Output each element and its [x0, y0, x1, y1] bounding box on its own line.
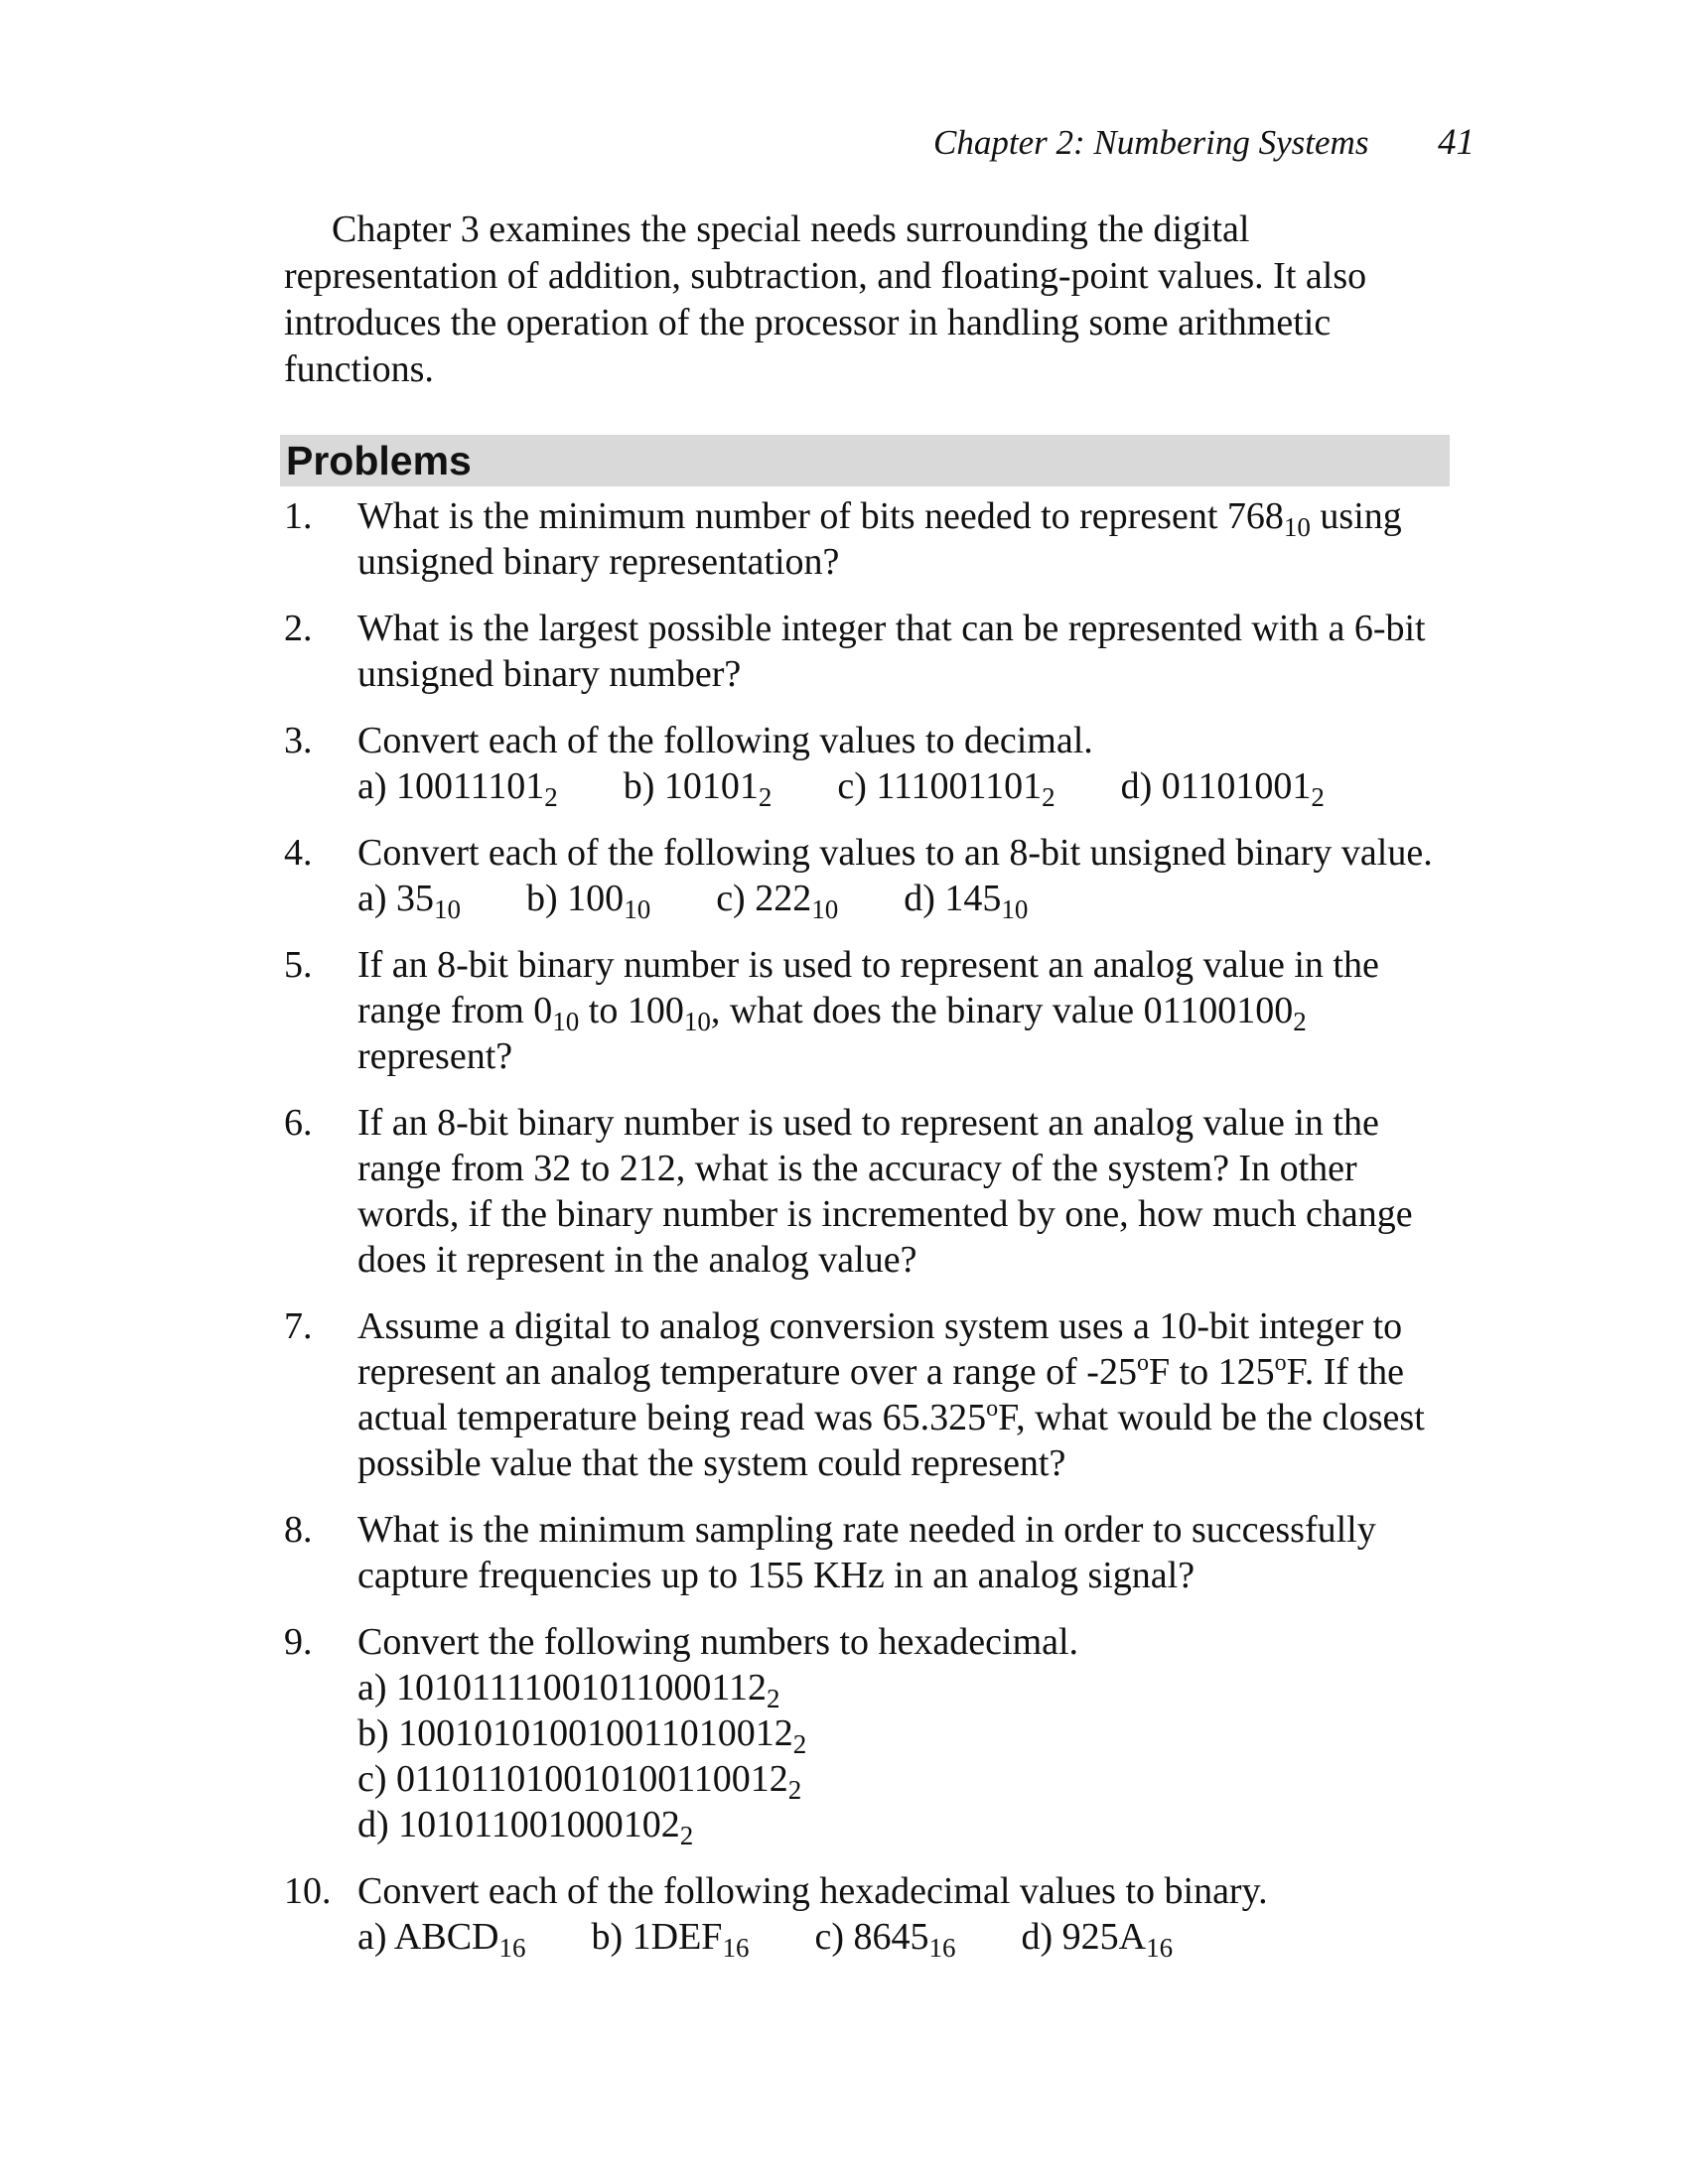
problem-10: [284, 1868, 1456, 1963]
problem-text: What is the minimum number of bits needed to represent $768_{10}$ using unsigned binary representation?: [357, 495, 1402, 583]
problem-number: 4.: [284, 832, 313, 874]
problem-text: What is the largest possible integer that can be represented with a 6-bit unsigned binary number?: [357, 608, 1426, 695]
option-a: a) $35_{10}$: [357, 878, 462, 924]
option-d: d) $01101001_2$: [1120, 765, 1325, 812]
answer-options: [357, 1914, 1456, 1963]
option-c: c) $222_{10}$: [716, 878, 839, 924]
problem-5: [284, 942, 1456, 1079]
problem-number: 6.: [284, 1102, 313, 1144]
option-c: c) $011011010010100110012_2$: [357, 1758, 802, 1805]
option-c: c) $8645_{16}$: [814, 1916, 956, 1963]
option-d: d) $101011001000102_2$: [357, 1804, 694, 1850]
chapter-title: Chapter 2: Numbering Systems: [933, 123, 1369, 162]
problem-number: 8.: [284, 1509, 313, 1551]
option-c: c) $111001101_2$: [837, 765, 1055, 812]
problem-text: If an 8-bit binary number is used to represent an analog value in the range from 32 to 212, what is the accuracy of the system? In other words, if the binary number is incremented by one, how much change does it represent in the analog value?: [357, 1102, 1413, 1281]
running-header: [933, 121, 1489, 171]
option-d: d) $925A_{16}$: [1021, 1916, 1174, 1963]
option-d: d) $145_{10}$: [904, 878, 1029, 924]
option-b: b) $100_{10}$: [526, 878, 651, 924]
problem-text: What is the minimum sampling rate needed in order to successfully capture frequencies up to 155 KHz in an analog signal?: [357, 1509, 1376, 1596]
section-header: [280, 435, 1450, 486]
option-b: b) $10101_2$: [623, 765, 773, 812]
problem-number: 9.: [284, 1621, 313, 1663]
problem-list: [284, 493, 1456, 1980]
problem-text: Convert each of the following values to an 8-bit unsigned binary value.: [357, 832, 1433, 874]
problem-number: 10.: [284, 1870, 332, 1912]
problem-number: 2.: [284, 608, 313, 649]
answer-options: [357, 876, 1456, 924]
problem-number: 5.: [284, 944, 313, 986]
problem-3: [284, 718, 1456, 812]
problem-number: 1.: [284, 495, 313, 537]
problem-text: Convert each of the following values to decimal.: [357, 720, 1093, 761]
option-b: b) $100101010010011010012_2$: [357, 1712, 807, 1759]
problem-9: [284, 1619, 1456, 1850]
problem-text: If an 8-bit binary number is used to represent an analog value in the range from $0_{10}$ to $100_{10}$, what does the binary value $01100100_2$ represent?: [357, 944, 1379, 1077]
option-b: b) $1DEF_{16}$: [591, 1916, 750, 1963]
problem-7: [284, 1303, 1456, 1486]
option-a: a) $10011101_2$: [357, 765, 558, 812]
problem-text: Convert each of the following hexadecimal values to binary.: [357, 1870, 1268, 1912]
answer-options: [357, 763, 1456, 812]
problem-2: [284, 606, 1456, 697]
intro-paragraph: Chapter 3 examines the special needs surrounding the digital representation of addition, subtraction, and floating-point values. It also introduces the operation of the processor in handling some arithmetic functions.: [284, 208, 1367, 390]
page-number: 41: [1438, 122, 1475, 163]
problem-number: 7.: [284, 1305, 313, 1347]
problem-6: [284, 1100, 1456, 1283]
problem-4: [284, 830, 1456, 924]
problem-text: Assume a digital to analog conversion system uses a 10-bit integer to represent an analog temperature over a range of -25$^o$F to 125$^o$F. If the actual temperature being read was 65.325$^o$F, what would be the closest possible value that the system could represent?: [357, 1305, 1425, 1484]
option-a: a) $10101111001011000112_2$: [357, 1667, 780, 1713]
problem-8: [284, 1507, 1456, 1598]
problem-1: [284, 493, 1456, 585]
problem-number: 3.: [284, 720, 313, 761]
option-a: a) $ABCD_{16}$: [357, 1916, 526, 1963]
section-title: Problems: [286, 438, 472, 483]
problem-text: Convert the following numbers to hexadecimal.: [357, 1621, 1079, 1663]
